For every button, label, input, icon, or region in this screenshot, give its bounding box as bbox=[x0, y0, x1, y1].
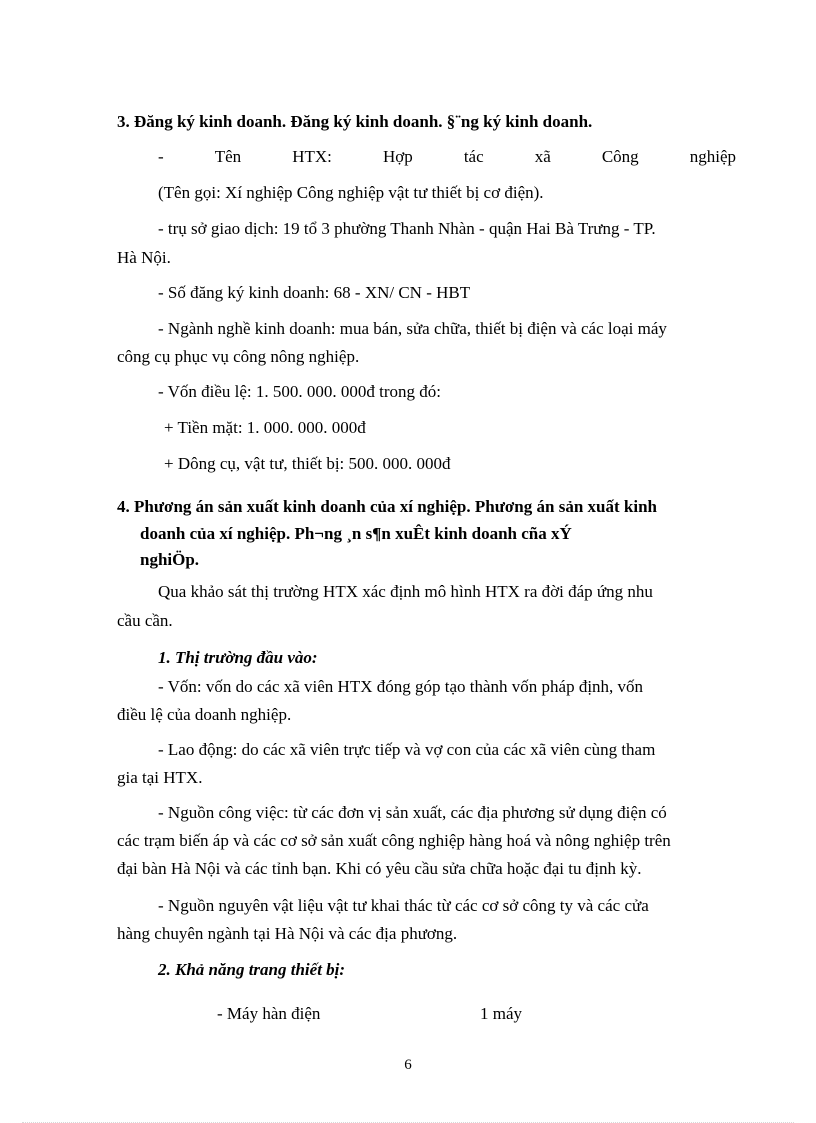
htx-name-word: nghiệp bbox=[689, 147, 736, 166]
subsection2-title: 2. Khả năng trang thiết bị: bbox=[158, 960, 346, 979]
labor-line-1: - Lao động: do các xã viên trực tiếp và vợ con của các xã viên cùng tham bbox=[158, 740, 656, 759]
htx-name-word: Tên bbox=[214, 147, 242, 166]
capital-source-line-1: - Vốn: vốn do các xã viên HTX đóng góp tạo thành vốn pháp định, vốn bbox=[158, 677, 644, 696]
material-line-1: - Nguồn nguyên vật liệu vật tư khai thác từ các cơ sở công ty và các cửa bbox=[158, 896, 649, 915]
subsection1-title: 1. Thị trường đầu vào: bbox=[158, 648, 318, 667]
htx-name-word: xã bbox=[534, 147, 551, 166]
work-line-1: - Nguồn công việc: từ các đơn vị sản xuất, các địa phương sử dụng điện có bbox=[158, 803, 667, 822]
material-line-2: hàng chuyên ngành tại Hà Nội và các địa phương. bbox=[117, 924, 458, 943]
intro-line-1: Qua khảo sát thị trường HTX xác định mô hình HTX ra đời đáp ứng nhu bbox=[158, 582, 653, 601]
htx-name-word: tác bbox=[463, 147, 484, 166]
tools-line: + Dông cụ, vật tư, thiết bị: 500. 000. 000đ bbox=[164, 454, 451, 473]
equipment-quantity: 1 máy bbox=[480, 1004, 523, 1023]
business-line-2: công cụ phục vụ công nông nghiệp. bbox=[117, 347, 360, 366]
htx-name-word: Hợp bbox=[382, 147, 413, 166]
intro-line-2: cầu cần. bbox=[117, 611, 173, 630]
htx-alt-name: (Tên gọi: Xí nghiệp Công nghiệp vật tư thiết bị cơ điện). bbox=[158, 183, 544, 202]
htx-name-word: HTX: bbox=[292, 147, 332, 166]
section4-heading-1: 4. Phương án sản xuất kinh doanh của xí nghiệp. Phương án sản xuất kinh bbox=[117, 497, 657, 516]
equipment-name: - Máy hàn điện bbox=[217, 1004, 321, 1023]
address-line-2: Hà Nội. bbox=[117, 248, 171, 267]
page-number: 6 bbox=[404, 1057, 412, 1073]
section3-heading: 3. Đăng ký kinh doanh. Đăng ký kinh doanh. §¨ng ký kinh doanh. bbox=[117, 112, 593, 131]
labor-line-2: gia tại HTX. bbox=[117, 768, 203, 787]
license-line: - Số đăng ký kinh doanh: 68 - XN/ CN - HBT bbox=[158, 283, 471, 302]
htx-name-word: Công bbox=[601, 147, 639, 166]
htx-name-word: - bbox=[158, 147, 164, 166]
section4-heading-2: doanh của xí nghiệp. Ph¬ng ¸n s¶n xuÊt kinh doanh cña xÝ bbox=[140, 524, 572, 543]
work-line-2: các trạm biến áp và các cơ sở sản xuất công nghiệp hàng hoá và nông nghiệp trên bbox=[117, 831, 671, 850]
htx-name-line bbox=[158, 147, 736, 167]
capital-line: - Vốn điều lệ: 1. 500. 000. 000đ trong đó: bbox=[158, 382, 441, 401]
capital-source-line-2: điều lệ của doanh nghiệp. bbox=[117, 705, 292, 724]
work-line-3: đại bàn Hà Nội và các tỉnh bạn. Khi có yêu cầu sửa chữa hoặc đại tu định kỳ. bbox=[117, 859, 642, 878]
business-line-1: - Ngành nghề kinh doanh: mua bán, sửa chữa, thiết bị điện và các loại máy bbox=[158, 319, 667, 338]
address-line-1: - trụ sở giao dịch: 19 tổ 3 phường Thanh Nhàn - quận Hai Bà Trưng - TP. bbox=[158, 219, 656, 238]
cash-line: + Tiền mặt: 1. 000. 000. 000đ bbox=[164, 418, 366, 437]
section4-heading-3: nghiÖp. bbox=[140, 550, 200, 569]
